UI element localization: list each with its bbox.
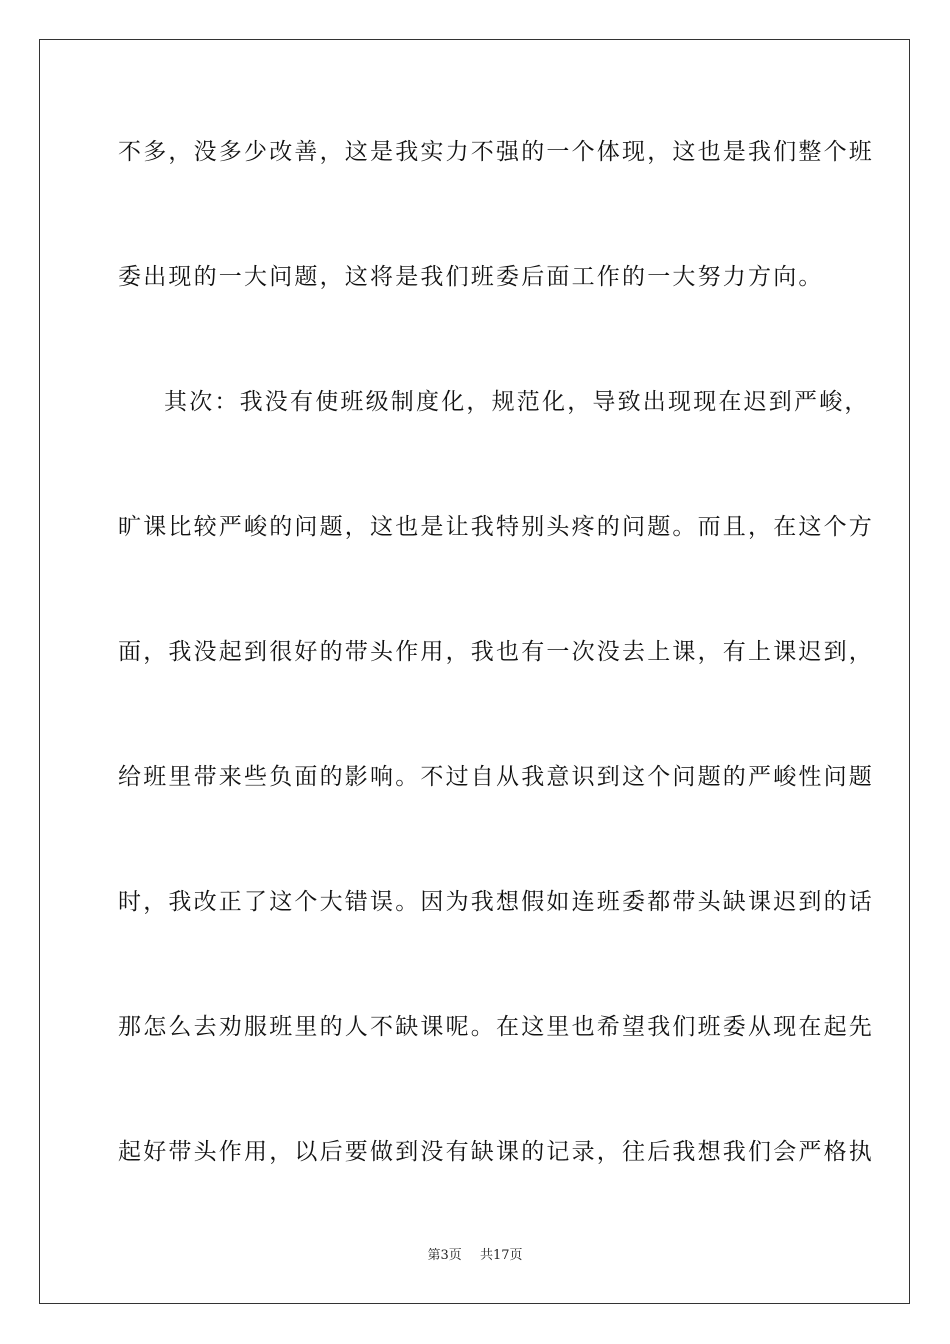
page-number: 第3页: [427, 1248, 462, 1263]
total-pages: 共17页: [479, 1248, 523, 1263]
text-line-8: 那怎么去劝服班里的人不缺课呢。在这里也希望我们班委从现在起先: [118, 1014, 874, 1040]
text-line-3-paragraph-start: 其次：我没有使班级制度化，规范化，导致出现现在迟到严峻，: [164, 389, 870, 415]
text-line-1: 不多，没多少改善，这是我实力不强的一个体现，这也是我们整个班: [118, 139, 874, 165]
page-border: [39, 39, 910, 1304]
page-footer: [0, 1248, 950, 1264]
text-line-6: 给班里带来些负面的影响。不过自从我意识到这个问题的严峻性问题: [118, 764, 874, 790]
text-line-2: 委出现的一大问题，这将是我们班委后面工作的一大努力方向。: [118, 264, 824, 290]
text-line-9: 起好带头作用，以后要做到没有缺课的记录，往后我想我们会严格执: [118, 1139, 874, 1165]
text-line-4: 旷课比较严峻的问题，这也是让我特别头疼的问题。而且，在这个方: [118, 514, 874, 540]
text-line-7: 时，我改正了这个大错误。因为我想假如连班委都带头缺课迟到的话: [118, 889, 874, 915]
text-line-5: 面，我没起到很好的带头作用，我也有一次没去上课，有上课迟到，: [118, 639, 874, 665]
